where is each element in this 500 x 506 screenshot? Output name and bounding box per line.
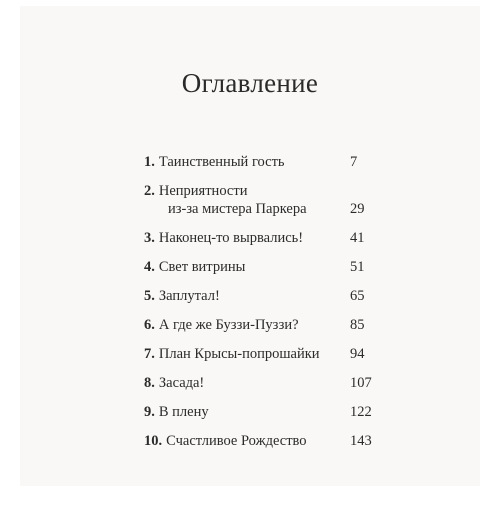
toc-entry: [144, 259, 384, 277]
page-number: 7: [350, 154, 358, 170]
chapter-number: 3.: [144, 229, 155, 246]
toc-entry: [144, 230, 384, 248]
page-number: 29: [350, 200, 365, 217]
chapter-title: Неприятности: [158, 183, 248, 199]
page-number: 143: [350, 432, 372, 449]
chapter-title: Засада!: [158, 374, 205, 391]
chapter-number: 4.: [144, 258, 155, 275]
toc-entry: [144, 375, 384, 393]
chapter-number: 5.: [144, 287, 155, 304]
table-of-contents: [144, 154, 384, 462]
chapter-number: 6.: [144, 316, 155, 333]
chapter-title: Таинственный гость: [158, 154, 285, 170]
toc-entry: [144, 404, 384, 422]
page-number: 65: [350, 287, 365, 304]
page-number: 122: [350, 403, 372, 420]
chapter-number: 10.: [144, 432, 163, 449]
page-number: 51: [350, 258, 365, 275]
chapter-title: Свет витрины: [158, 258, 246, 275]
page-number: 85: [350, 316, 365, 333]
chapter-title: Заплутал!: [158, 287, 220, 304]
chapter-title: В плену: [158, 403, 209, 420]
chapter-title: Наконец-то вырвались!: [158, 229, 304, 246]
chapter-number: 9.: [144, 403, 155, 420]
chapter-title: Счастливое Рождество: [166, 432, 307, 449]
chapter-title-continuation: из-за мистера Паркера: [168, 200, 307, 217]
chapter-title: План Крысы-попрошайки: [158, 345, 320, 362]
toc-entry: [144, 433, 384, 451]
chapter-number: 8.: [144, 374, 155, 391]
toc-entry: [144, 346, 384, 364]
chapter-number: 7.: [144, 345, 155, 362]
toc-entry: [144, 288, 384, 306]
page-number: 94: [350, 345, 365, 362]
toc-entry: [144, 154, 384, 172]
chapter-number: 2.: [144, 183, 155, 199]
chapter-title: А где же Буззи-Пуззи?: [158, 316, 299, 333]
toc-entry: [144, 183, 384, 218]
toc-entry: [144, 317, 384, 335]
page-number: 41: [350, 229, 365, 246]
book-page: [20, 6, 480, 486]
page-title: Оглавление: [181, 68, 319, 98]
page-number: 107: [350, 374, 372, 391]
chapter-number: 1.: [144, 154, 155, 170]
